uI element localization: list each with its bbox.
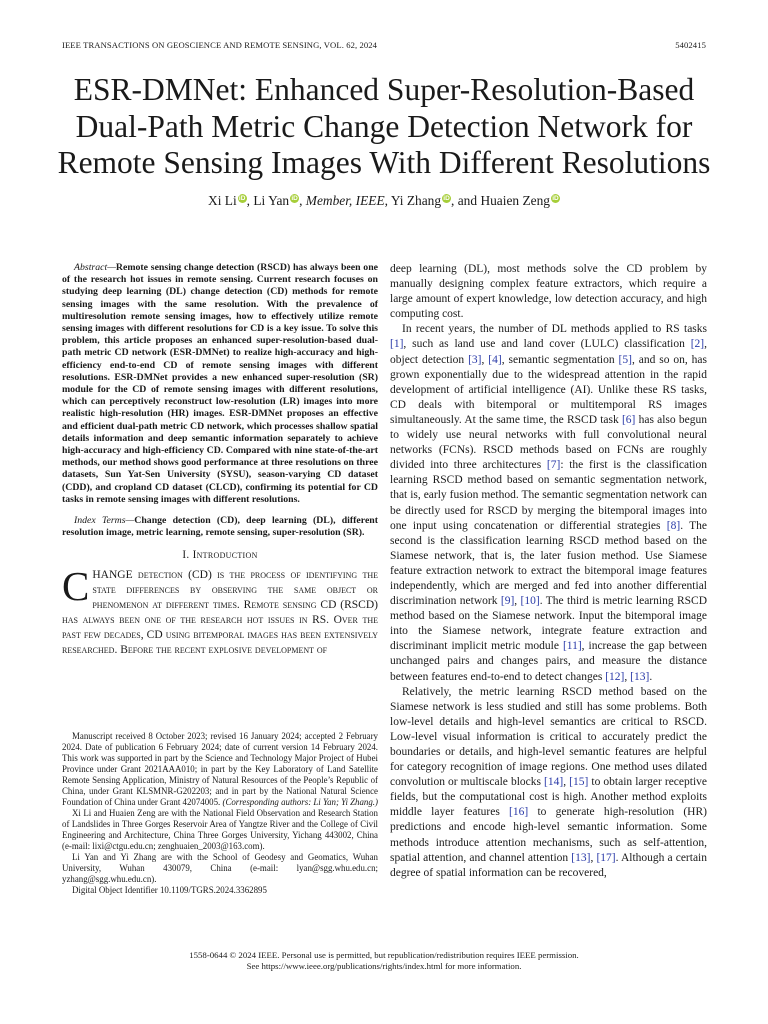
orcid-icon[interactable]: iD: [291, 195, 298, 202]
citation-link[interactable]: [13]: [571, 851, 591, 864]
copyright-notice: [62, 950, 706, 972]
body-text: ,: [563, 776, 570, 789]
drop-cap: C: [62, 562, 90, 609]
author-separator: ,: [384, 193, 391, 208]
intro-text: HANGE detection (CD) is the process of identifying the state differences by observing the same object or phenomenon at different times. Remote sensing CD (RSCD) has always been one of the research hot issues in RS. Over the past few decades, CD using bitemporal images has been extensively researched. Before the recent explosive development of: [62, 568, 378, 657]
citation-link[interactable]: [2]: [690, 338, 705, 351]
article-number: 5402415: [675, 40, 706, 50]
citation-link[interactable]: [14]: [544, 776, 564, 789]
title-line-2: Dual-Path Metric Change Detection Network for: [75, 108, 693, 144]
footnotes: [62, 731, 378, 896]
body-text: . The third is metric learning RSCD method based on the Siamese network. Input the bitemporal image into the Siamese network, integrate feature extraction and discriminant implicit metric module: [390, 595, 707, 653]
body-paragraph: [390, 322, 707, 684]
body-text: , such as land use and land cover (LULC) classification: [403, 338, 691, 351]
citation-link[interactable]: [4]: [488, 353, 502, 366]
body-text: ,: [481, 353, 489, 366]
body-text: .: [649, 670, 653, 683]
body-text: . Although a certain degree of spatial information can be recovered,: [390, 851, 708, 879]
body-text: Relatively, the metric learning RSCD method based on the Siamese network is less studied and still has some problems. Both low-level details and high-level semantics are critical to RSCD. Low-level visual information is critical to accurately predict the boundaries or details, and high-level semantic features are helpful for category recognition of image regions. One method uses dilated convolution or multiscale blocks: [390, 685, 707, 789]
right-column: [390, 262, 707, 881]
citation-link[interactable]: [1]: [390, 338, 404, 351]
index-terms-lead: Index Terms—: [74, 515, 135, 527]
author-name: Yi Zhang: [390, 193, 442, 208]
body-text: has also begun to widely use neural networks with full convolutional neural networks (FCNs). RSCD methods based on FCNs are roughly divided into three architectures: [390, 413, 707, 472]
body-text: to generate high-resolution (HR) predictions and encode high-level semantic information. Some methods introduce attention mechanisms, such as self-attention, spatial attention, and channel attention: [390, 806, 707, 864]
footnote-manuscript: [62, 731, 378, 808]
author-separator: ,: [299, 193, 306, 208]
left-column: [62, 262, 378, 658]
section-title: Introduction: [192, 549, 258, 562]
citation-link[interactable]: [7]: [546, 459, 561, 472]
author-name: Huaien Zeng: [480, 193, 550, 208]
body-text: , object detection: [390, 338, 707, 366]
citation-link[interactable]: [8]: [666, 519, 681, 532]
author-separator: ,: [246, 193, 254, 208]
footnote-affiliation-2: Li Yan and Yi Zhang are with the School of Geodesy and Geomatics, Wuhan University, Wuhan 430079, China (e-mail: lyan@sgg.whu.edu.cn; yzhang@sgg.whu.edu.cn).: [62, 852, 378, 884]
author-role: Member, IEEE: [305, 193, 385, 208]
footnote-doi[interactable]: Digital Object Identifier 10.1109/TGRS.2024.3362895: [72, 885, 267, 895]
citation-link[interactable]: [16]: [509, 806, 529, 819]
index-terms-text: Change detection (CD), deep learning (DL), different resolution image, metric learning, remote sensing, super-resolution (SR).: [62, 515, 379, 539]
citation-link[interactable]: [13]: [630, 670, 650, 683]
body-paragraph: [390, 685, 707, 881]
paper-title: [40, 72, 728, 182]
title-line-3: Remote Sensing Images With Different Resolutions: [57, 145, 711, 180]
section-number: I.: [182, 549, 193, 562]
author-separator: , and: [451, 193, 481, 208]
body-text: to obtain larger receptive fields, but the computational cost is high. Another method exploits middle layer features: [390, 776, 707, 819]
citation-link[interactable]: [9]: [500, 595, 515, 608]
author-list: [40, 193, 728, 209]
journal-name: IEEE TRANSACTIONS ON GEOSCIENCE AND REMOTE SENSING, VOL. 62, 2024: [62, 40, 378, 50]
body-text: . The second is the classification learning RSCD method based on the Siamese network, that is, the later fusion method. Use Siamese feature extraction network to extract the bitemporal image features independently, which are merged and fed into another differential discrimination network: [390, 519, 707, 608]
abstract-lead: Abstract—: [74, 262, 116, 273]
copyright-line: 1558-0644 © 2024 IEEE. Personal use is permitted, but republication/redistribution requires IEEE permission.: [189, 950, 579, 960]
corresponding-authors: (Corresponding authors: Li Yan; Yi Zhang.): [222, 797, 378, 807]
citation-link[interactable]: [11]: [562, 640, 582, 653]
orcid-icon[interactable]: iD: [443, 195, 450, 202]
body-text: , semantic segmentation: [501, 353, 619, 366]
author-name: Xi Li: [208, 193, 237, 208]
running-head: [62, 40, 706, 52]
body-text: ,: [514, 595, 521, 608]
citation-link[interactable]: [15]: [569, 776, 589, 789]
citation-link[interactable]: [17]: [596, 851, 616, 864]
citation-link[interactable]: [6]: [621, 413, 636, 426]
citation-link[interactable]: [12]: [605, 670, 625, 683]
body-text: ,: [624, 670, 631, 683]
orcid-icon[interactable]: iD: [552, 195, 559, 202]
author-name: Li Yan: [253, 193, 290, 208]
rights-link-line[interactable]: See https://www.ieee.org/publications/rights/index.html for more information.: [246, 961, 522, 972]
body-text: , and so on, has grown exponentially due to the widespread attention in the rapid development of artificial intelligence (AI). Unlike these RS tasks, CD deals with bitemporal or multitemporal RS images simultaneously. At the same time, the RSCD task: [390, 353, 708, 426]
body-text: ,: [590, 851, 597, 864]
title-line-1: ESR-DMNet: Enhanced Super-Resolution-Based: [73, 72, 695, 107]
citation-link[interactable]: [3]: [468, 353, 482, 366]
body-text: , increase the gap between unchanged pairs and changes pairs, and measure the distance between features end-to-end to detect changes: [390, 640, 707, 683]
abstract: [62, 262, 378, 506]
abstract-text: Remote sensing change detection (RSCD) has always been one of the research hot issues in remote sensing. Current research focuses on studying deep learning (DL) change detection (CD) methods for remote sensing images with the same resolution. With the prevalence of multiresolution remote sensing images, how to effectively utilize remote sensing images with different resolutions for CD is a key issue. To solve this problem, this article proposes an enhanced super-resolution-based dual-path metric CD network (ESR-DMNet) to realize high-accuracy and high-efficiency end-to-end CD of remote sensing images with different resolutions. ESR-DMNet provides a new enhanced super-resolution (SR) module for the CD of remote sensing images with different resolutions, which can perceptively reconstruct low-resolution (LR) images into more realistic high-resolution (HR) images. ESR-DMNet proposes an effective and efficient dual-path metric CD network, which processes shallow spatial details information and deep semantic information separately to achieve high-accuracy and high-efficiency CD. Compared with nine state-of-the-art methods, our method shows good performance at three resolutions on three datasets, Sun Yat-Sen University (SYSU), season-varying CD dataset (CDD), and cropland CD dataset (CLCD), confirming its potential for CD tasks in remote sensing images with different resolutions.: [62, 262, 378, 505]
section-heading: [62, 548, 378, 563]
index-terms: [62, 515, 378, 539]
citation-link[interactable]: [10]: [520, 595, 540, 608]
footnote-affiliation-1: Xi Li and Huaien Zeng are with the National Field Observation and Research Station of Landslides in Three Gorges Reservoir Area of Yangtze River and the College of Civil Engineering and Architecture, China Three Gorges University, Yichang 443002, China (e-mail: lixi@ctgu.edu.cn; zenghuaien_2003@163.com).: [62, 808, 378, 851]
footnote-text: Manuscript received 8 October 2023; revised 16 January 2024; accepted 2 February 2024. Date of publication 6 February 2024; date of current version 14 February 2024. This work was supported in part by the Science and Technology Major Project of Hubei Province under Grant 2021AAA010; in part by the Key Laboratory of Land Satellite Remote Sensing Application, Ministry of Natural Resources of the People’s Republic of China, under Grant KLSMNR-G202203; and in part by the National Natural Science Foundation of China under Grant 42074005.: [62, 731, 378, 807]
citation-link[interactable]: [5]: [618, 353, 632, 366]
body-text: : the first is the classification learning RSCD method based on semantic segmentation network, that is, early fusion method. The semantic segmentation network can be directly used for RSCD by merging the bitemporal images into one input using concatenation or differential strategies: [390, 459, 708, 532]
intro-paragraph: [62, 562, 378, 659]
body-paragraph: deep learning (DL), most methods solve the CD problem by manually designing complex feature extractors, which require a large amount of expert knowledge, low detection accuracy, and high computing cost.: [390, 263, 707, 321]
orcid-icon[interactable]: iD: [238, 195, 246, 202]
body-text: In recent years, the number of DL methods applied to RS tasks: [402, 323, 707, 336]
